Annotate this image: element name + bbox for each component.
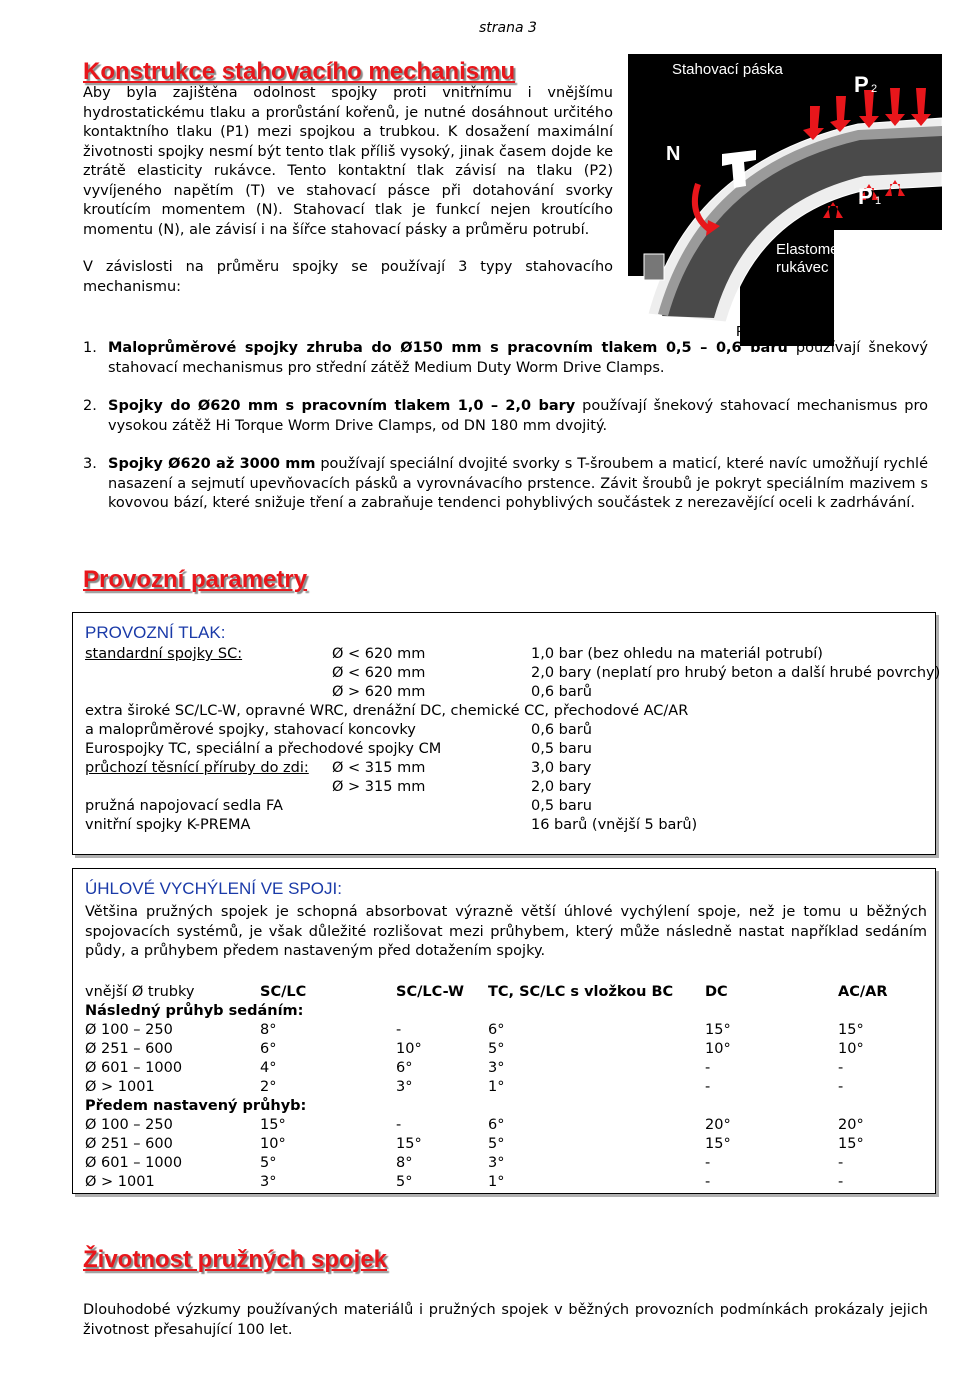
pressure-label: vnitřní spojky K-PREMA [85,817,251,833]
section-title-mechanism: Konstrukce stahovacího mechanismu [83,58,516,85]
table-row [85,1059,915,1078]
label-p2-sub: 2 [871,83,878,95]
table-cell: TC, SC/LC s vložkou BC [488,984,674,1000]
table-row [85,1173,915,1192]
lifetime-text: Dlouhodobé výzkumy používaných materiálů i pružných spojek v běžných provozních podmínkách prokázaly jejich životnost přesahující 100 let. [83,1302,928,1338]
list-item [83,455,928,514]
table-cell: 5° [260,1155,277,1171]
table-cell: - [396,1117,402,1133]
table-cell: 5° [488,1136,505,1152]
label-band: Stahovací páska [672,61,783,78]
list-item [83,339,928,378]
table-row [85,1078,915,1097]
pressure-dia: Ø > 620 mm [332,684,426,700]
table-cell: AC/AR [838,984,888,1000]
table-row [85,1154,915,1173]
label-sleeve-1: Elastomerový [776,241,867,258]
table-group-title: Předem nastavený průhyb: [85,1098,307,1114]
table-row [85,1040,915,1059]
table-cell: 15° [396,1136,422,1152]
pressure-value: 16 barů (vnější 5 barů) [531,817,698,833]
label-p2: P [854,72,869,97]
table-cell: 15° [838,1136,864,1152]
list-item-text: používají šnekový stahovací mechanismus pro střední zátěž Medium Duty Worm Drive Clamps. [108,340,928,376]
table-cell: 8° [260,1022,277,1038]
table-cell: 8° [396,1155,413,1171]
table-cell: 6° [488,1117,505,1133]
table-cell: - [705,1155,711,1171]
label-pipe: Potrubí [736,323,785,340]
table-cell: 5° [396,1174,413,1190]
pressure-dia: Ø < 315 mm [332,760,426,776]
table-cell: 15° [705,1022,731,1038]
pressure-value: 3,0 bary [531,760,592,776]
table-cell: 20° [705,1117,731,1133]
pressure-value: 0,6 barů [531,684,592,700]
table-row [85,1021,915,1040]
angle-description: Většina pružných spojek je schopná absorbovat výrazně větší úhlové vychýlení spoje, než je tomu u běžných spojovacích systémů, je však důležité rozlišovat mezi průhybem, který může následně nastat například sedáním půdy, a průhybem předem nastaveným před dotažením spojky. [85,904,927,959]
table-row [85,983,915,1002]
table-cell: - [705,1174,711,1190]
table-cell: 3° [260,1174,277,1190]
section-title-lifetime: Životnost pružných spojek [83,1246,388,1273]
page-number: strana 3 [479,20,537,36]
list-item-number: 2. [83,398,97,414]
pressure-value: 2,0 bary (neplatí pro hrubý beton a další hrubé povrchy) [531,665,941,681]
table-cell: 15° [260,1117,286,1133]
section-title-parameters: Provozní parametry [83,566,308,593]
table-cell: 6° [260,1041,277,1057]
table-cell: Ø > 1001 [85,1079,155,1095]
pressure-value: 1,0 bar (bez ohledu na materiál potrubí) [531,646,823,662]
label-n: N [666,143,681,165]
pressure-value: 0,5 baru [531,798,592,814]
table-cell: - [838,1079,844,1095]
pressure-label: standardní spojky SC: [85,646,243,662]
list-item [83,397,928,436]
table-cell: 20° [838,1117,864,1133]
table-cell: Ø 251 – 600 [85,1041,173,1057]
pressure-title: PROVOZNÍ TLAK: [85,623,226,642]
table-cell: - [838,1060,844,1076]
table-cell: 10° [260,1136,286,1152]
table-cell: Ø > 1001 [85,1174,155,1190]
table-group-row [85,1002,915,1021]
intro-paragraph-2: V závislosti na průměru spojky se používají 3 typy stahovacího mechanismu: [83,259,613,295]
table-cell: - [396,1022,402,1038]
table-cell: 10° [705,1041,731,1057]
pressure-box [72,612,941,855]
table-cell: - [705,1079,711,1095]
table-cell: 4° [260,1060,277,1076]
pressure-label: průchozí těsnící příruby do zdi: [85,760,309,776]
table-cell: - [705,1060,711,1076]
pressure-dia: Ø < 620 mm [332,665,426,681]
list-item-bold: Spojky do Ø620 mm s pracovním tlakem 1,0 – 2,0 bary [108,398,576,414]
list-item-number: 3. [83,456,97,472]
pressure-label: Eurospojky TC, speciální a přechodové spojky CM [85,741,442,757]
table-row [85,1135,915,1154]
list-item-bold: Spojky Ø620 až 3000 mm [108,456,316,472]
table-cell: 1° [488,1174,505,1190]
angle-title: ÚHLOVÉ VYCHÝLENÍ VE SPOJI: [85,879,342,898]
list-item-number: 1. [83,340,97,356]
table-cell: SC/LC [260,984,307,1000]
table-cell: Ø 601 – 1000 [85,1155,183,1171]
table-cell: - [838,1174,844,1190]
table-cell: 6° [396,1060,413,1076]
pressure-value: 0,6 barů [531,722,592,738]
table-cell: 2° [260,1079,277,1095]
table-cell: 15° [838,1022,864,1038]
pressure-label: a maloprůměrové spojky, stahovací koncovky [85,722,416,738]
table-group-row [85,1097,915,1116]
table-cell: Ø 100 – 250 [85,1022,173,1038]
table-cell: vnější Ø trubky [85,984,195,1000]
list-item-bold: Maloprůměrové spojky zhruba do Ø150 mm s pracovním tlakem 0,5 – 0,6 barů [108,340,788,356]
table-cell: 3° [488,1155,505,1171]
label-p1-sub: 1 [875,195,882,207]
table-group-title: Následný průhyb sedáním: [85,1003,304,1019]
table-cell: 10° [838,1041,864,1057]
list-item-text: používají šnekový stahovací mechanismus pro vysokou zátěž Hi Torque Worm Drive Clamps, od DN 180 mm dvojitý. [108,398,928,434]
table-cell: Ø 251 – 600 [85,1136,173,1152]
table-cell: Ø 601 – 1000 [85,1060,183,1076]
table-cell: 3° [396,1079,413,1095]
table-cell: 3° [488,1060,505,1076]
table-cell: SC/LC-W [396,984,464,1000]
table-cell: 1° [488,1079,505,1095]
pressure-dia: Ø > 315 mm [332,779,426,795]
pressure-value: 0,5 baru [531,741,592,757]
pressure-value: 2,0 bary [531,779,592,795]
mechanism-list [83,339,928,514]
table-cell: 6° [488,1022,505,1038]
table-cell: 5° [488,1041,505,1057]
table-cell: - [838,1155,844,1171]
table-row [85,1116,915,1135]
pressure-label: extra široké SC/LC-W, opravné WRC, drenážní DC, chemické CC, přechodové AC/AR [85,703,689,719]
pressure-dia: Ø < 620 mm [332,646,426,662]
label-sleeve-2: rukávec [776,259,829,276]
table-cell: Ø 100 – 250 [85,1117,173,1133]
table-cell: 15° [705,1136,731,1152]
list-item-text: používají speciální dvojité svorky s T-šroubem a maticí, které navíc umožňují rychlé nasazení a sejmutí upevňovacích pásků a vyrovnávacího prstence. Závit šroubů je pokryt speciálním mazivem s kovovou bází, které snižuje tření a zabraňuje tendenci pohyblivých součástek z nerezavějící oceli k zadrhávání. [108,456,929,511]
clamp-mechanism-figure [628,54,942,346]
angle-box [72,868,936,1194]
table-cell: DC [705,984,728,1000]
intro-paragraph-1: Aby byla zajištěna odolnost spojky proti vnitřnímu i vnějšímu hydrostatickému tlaku a prorůstání kořenů, je nutné dosáhnout určitého kontaktního tlaku (P1) mezi spojkou a trubkou. K dosažení maximální životnosti spojky nesmí být tento tlak příliš vysoký, jinak časem dojde ke ztrátě elasticity rukávce. Tento kontaktní tlak závisí na tlaku (P2) vyvíjeného napětím (T) ve stahovací pásce při dotahování svorky kroutícím momentem (N). Stahovací tlak je funkcí nejen kroutícího momentu (N), ale závisí i na šířce stahovací pásky a průměru potrubí. [83,85,613,238]
intro-text [83,84,613,297]
pressure-label: pružná napojovací sedla FA [85,798,283,814]
label-p1: P [858,184,873,209]
table-cell: 10° [396,1041,422,1057]
